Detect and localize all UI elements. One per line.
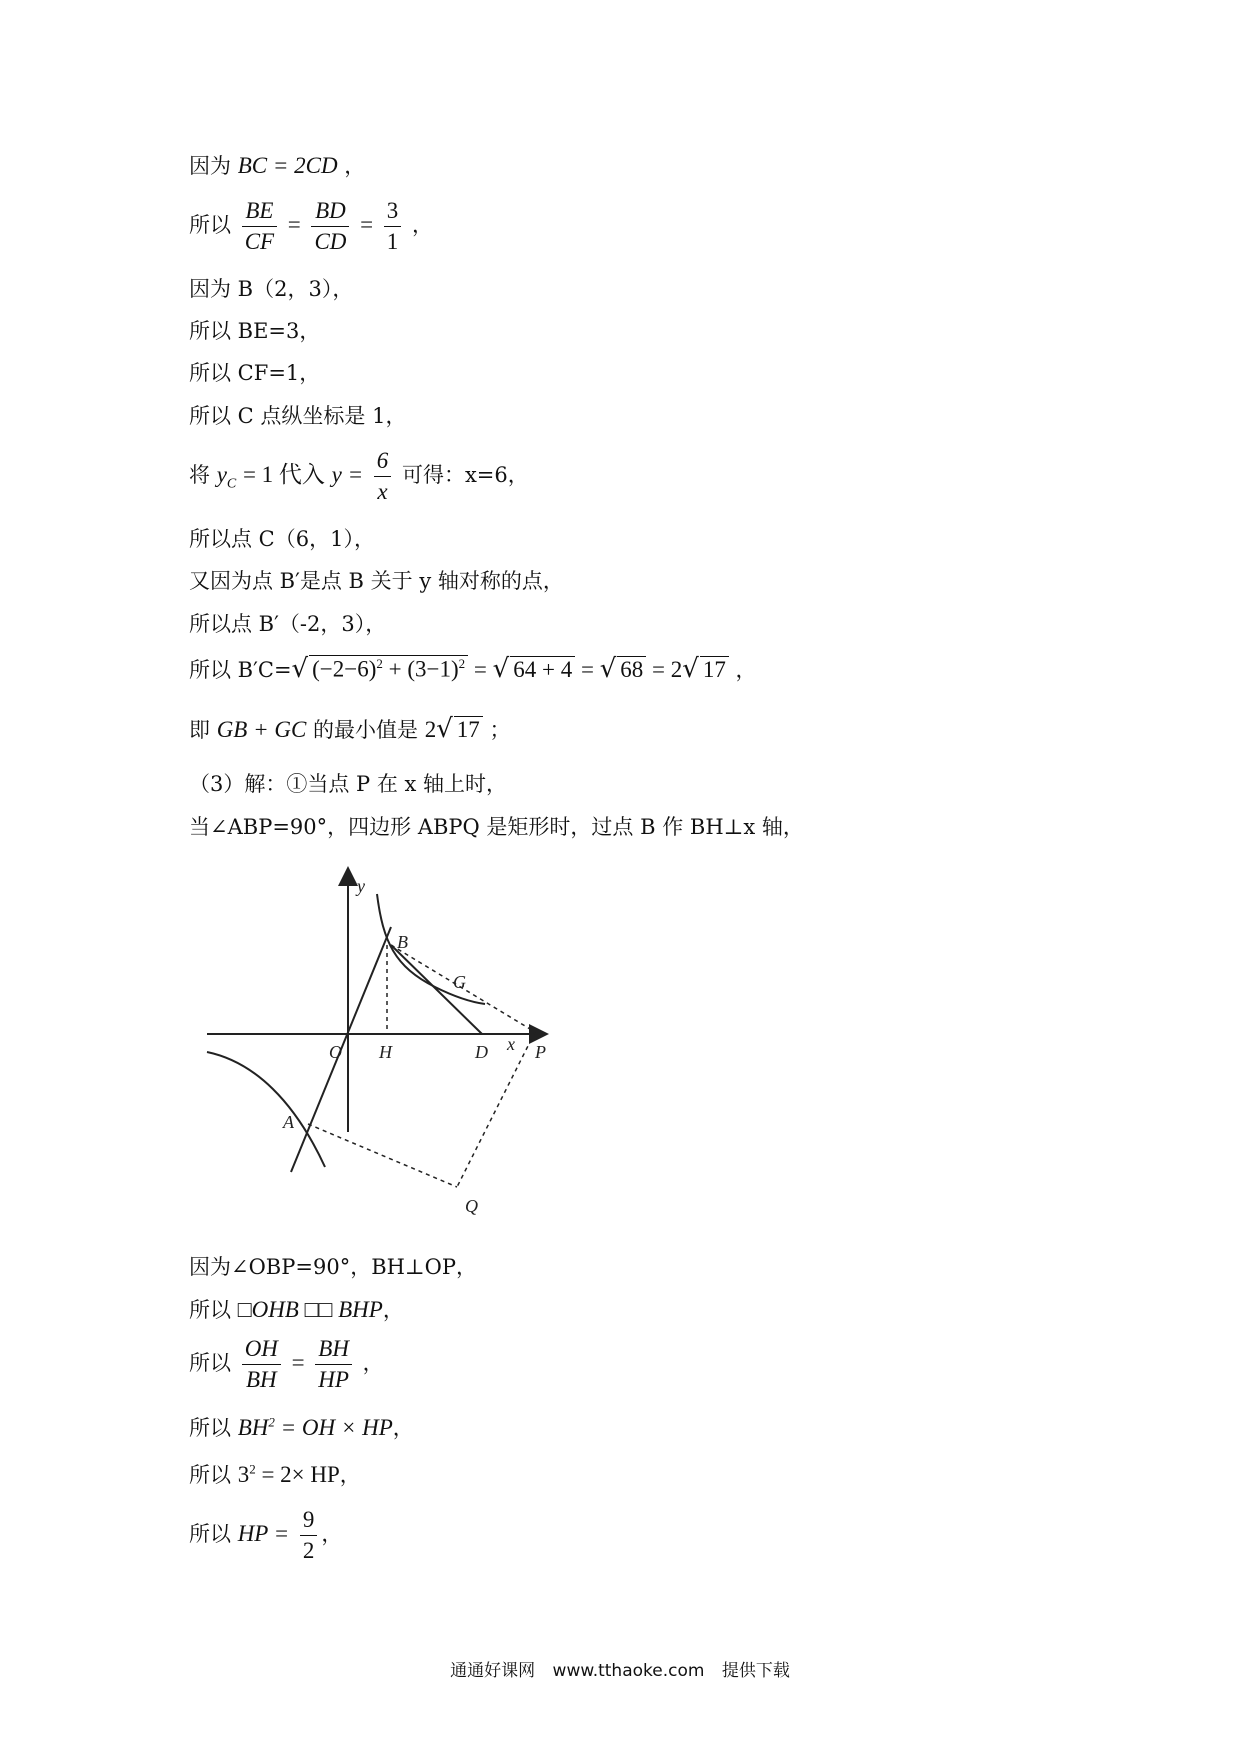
radicand: 17 xyxy=(700,656,729,683)
text-line-8 xyxy=(189,523,375,553)
fraction: $\frac{BH}{HP}$ xyxy=(315,1334,352,1395)
label-q: Q xyxy=(465,1196,478,1216)
text-line-15 xyxy=(189,1251,477,1281)
label-x: x xyxy=(507,1034,515,1054)
line-text: 可得：x=6， xyxy=(401,463,529,487)
text-line-13 xyxy=(189,768,507,798)
line-text: 所以 xyxy=(189,1416,231,1440)
radicand: 64 + 4 xyxy=(510,656,575,683)
text-line-20 xyxy=(189,1505,342,1566)
radicand: 17 xyxy=(454,716,483,743)
line-text: （3）解：①当点 P 在 x 轴上时， xyxy=(189,772,508,796)
segment-bd xyxy=(391,945,482,1034)
radicand: 68 xyxy=(617,656,646,683)
line-text: 所以点 B′（-2，3）， xyxy=(189,612,387,636)
line-text: 将 xyxy=(189,463,210,487)
text-line-14 xyxy=(189,811,804,841)
radical-sign: √ xyxy=(436,714,453,744)
footer-url[interactable]: www.tthaoke.com xyxy=(552,1661,705,1681)
line-text: = 1 代入 xyxy=(242,462,325,487)
line-text: 即 xyxy=(189,718,210,742)
geometry-figure xyxy=(195,862,585,1232)
fraction: $\frac{9}{2}$ xyxy=(300,1505,318,1566)
page-footer xyxy=(0,1656,1240,1681)
text-line-4 xyxy=(189,315,320,345)
text-line-11 xyxy=(189,654,757,684)
text-line-6 xyxy=(189,400,406,430)
text-line-7 xyxy=(189,446,529,507)
line-text: 所以 xyxy=(189,1463,231,1487)
line-text: 因为 xyxy=(189,154,231,178)
radical-sign: √ xyxy=(599,654,617,684)
fraction: $\frac{3}{1}$ xyxy=(384,196,402,257)
line-text: 因为 B（2，3）， xyxy=(189,277,354,301)
label-d: D xyxy=(475,1042,488,1062)
radical-sign: √ xyxy=(682,654,699,684)
label-h: H xyxy=(379,1042,392,1062)
footer-site-name: 通通好课网 xyxy=(450,1661,536,1681)
text-line-5 xyxy=(189,357,320,387)
fraction: $\frac{OH}{BH}$ xyxy=(242,1334,281,1395)
label-y: y xyxy=(357,876,365,896)
line-text: 因为∠OBP=90°，BH⊥OP， xyxy=(189,1255,478,1279)
fraction: $\frac{BD}{CD}$ xyxy=(311,196,349,257)
line-text: ， xyxy=(362,1351,384,1375)
label-a: A xyxy=(283,1112,294,1132)
line-text: ， xyxy=(344,154,366,178)
text-line-10 xyxy=(189,608,386,638)
equals: = xyxy=(287,212,301,237)
equals: = xyxy=(291,1350,305,1375)
math-expr: 2 xyxy=(424,717,437,742)
text-line-16 xyxy=(189,1294,404,1324)
equals: = xyxy=(360,212,374,237)
line-text: 所以 CF=1， xyxy=(189,361,321,385)
text-line-18 xyxy=(189,1412,414,1442)
line-text: 所以 xyxy=(189,213,231,237)
segment-aq xyxy=(308,1124,457,1187)
fraction: $\frac{6}{x}$ xyxy=(374,446,392,507)
line-text: 当∠ABP=90°，四边形 ABPQ 是矩形时，过点 B 作 BH⊥x 轴， xyxy=(189,815,804,839)
line-text: 又因为点 B′是点 B 关于 y 轴对称的点， xyxy=(189,569,564,593)
line-text: ； xyxy=(482,718,511,742)
equals: = xyxy=(468,657,493,682)
footer-text: 提供下载 xyxy=(721,1661,790,1681)
text-line-12 xyxy=(189,714,510,744)
math-expr: $BH^2$ = OH × HP xyxy=(237,1414,393,1440)
text-line-17 xyxy=(189,1334,384,1395)
radical-sign: √ xyxy=(492,654,510,684)
line-text: ， xyxy=(411,213,433,237)
text-line-2 xyxy=(189,196,433,257)
line-text: ， xyxy=(392,1416,414,1440)
line-text: ， xyxy=(382,1298,404,1322)
line-text: 所以 xyxy=(189,1298,231,1322)
math-expr: GB + GC xyxy=(216,717,307,742)
label-p: P xyxy=(535,1042,546,1062)
line-text: ， xyxy=(728,658,757,682)
line-text: ， xyxy=(321,1522,343,1546)
segment-pq xyxy=(457,1032,535,1187)
radicand: $(-2-6)^2 + (3-1)^2$ xyxy=(309,655,468,683)
fraction: $\frac{BE}{CF}$ xyxy=(242,196,277,257)
math-expr: y = xyxy=(331,462,364,487)
text-line-9 xyxy=(189,565,564,595)
line-text: 的最小值是 xyxy=(306,718,425,742)
text-line-19 xyxy=(189,1459,361,1489)
label-b: B xyxy=(397,932,408,952)
label-g: G xyxy=(453,972,466,992)
text-line-1 xyxy=(189,150,365,180)
radical-sign: √ xyxy=(291,654,309,684)
math-expr: □OHB □□ BHP xyxy=(237,1297,383,1322)
label-o: O xyxy=(329,1042,342,1062)
line-text: 所以点 C（6，1）， xyxy=(189,527,375,551)
line-text: 所以 B′C= xyxy=(189,658,292,682)
math-expr: BC = 2CD xyxy=(237,153,338,178)
math-expr: $3^2 = 2\times$ HP xyxy=(237,1461,340,1487)
line-text: 所以 xyxy=(189,1351,231,1375)
line-text: 所以 C 点纵坐标是 1， xyxy=(189,404,407,428)
equals: = xyxy=(575,657,600,682)
line-text: 所以 xyxy=(189,1522,231,1546)
equals: = 2 xyxy=(646,657,683,682)
hyperbola-branch-1 xyxy=(377,894,485,1004)
math-expr: $y_C$ xyxy=(216,462,237,492)
math-expr: HP = xyxy=(237,1521,290,1546)
line-text: ， xyxy=(339,1463,361,1487)
hyperbola-branch-2 xyxy=(207,1052,325,1167)
text-line-3 xyxy=(189,273,353,303)
line-text: 所以 BE=3， xyxy=(189,319,321,343)
